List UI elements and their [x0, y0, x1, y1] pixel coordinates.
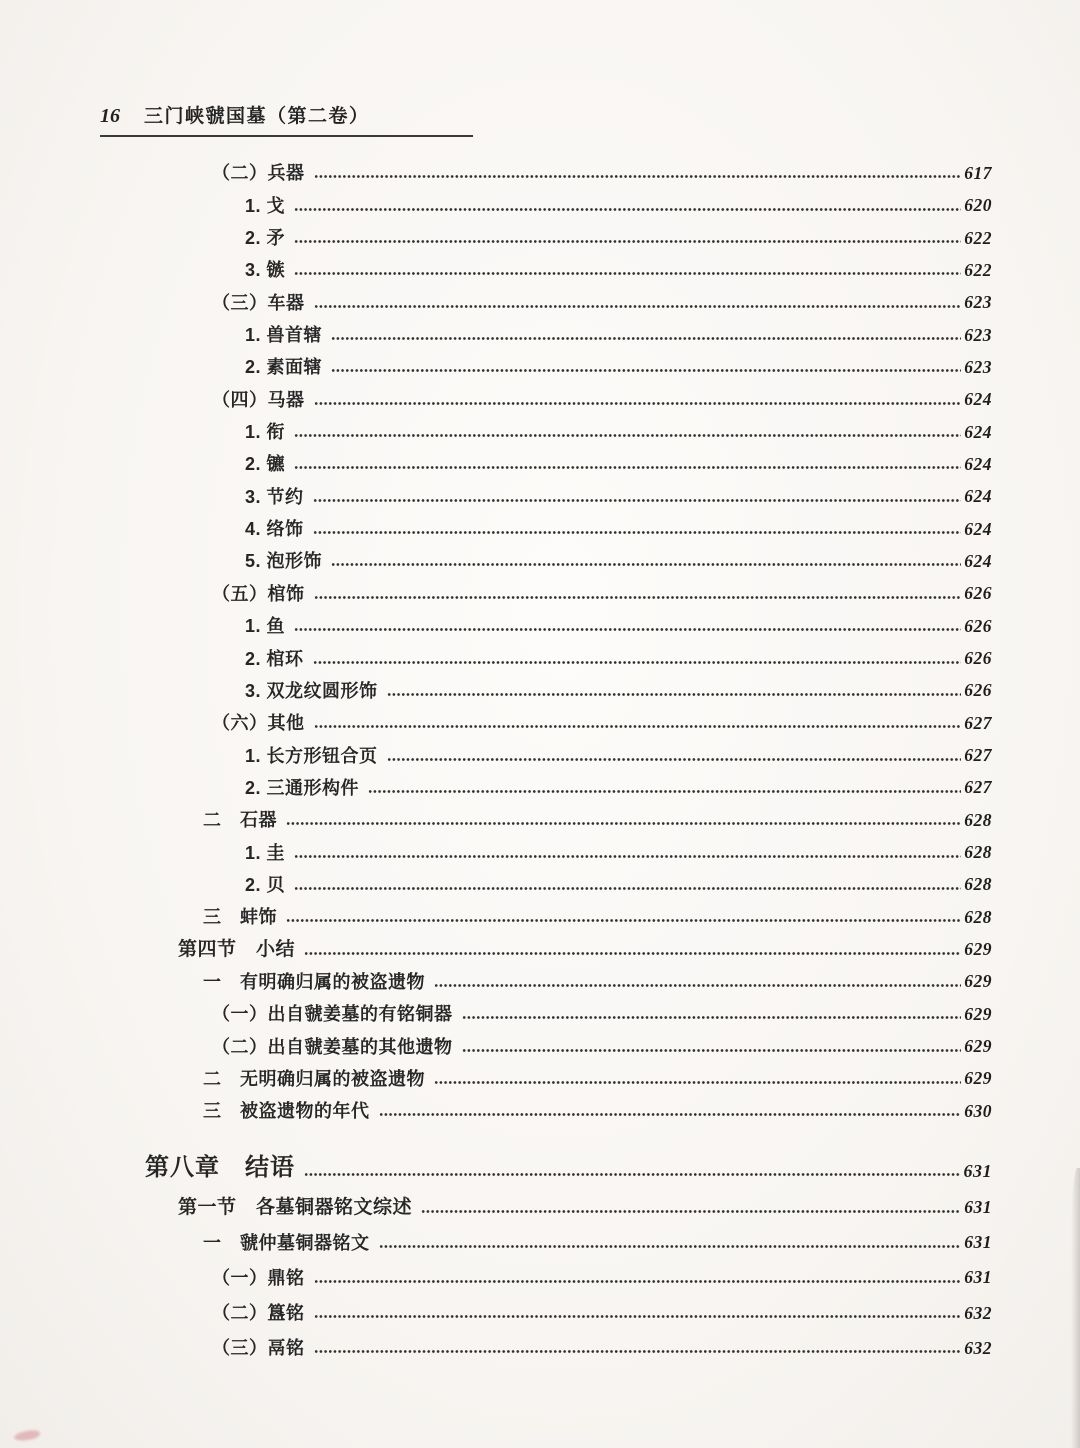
toc-entry-page: 628: [964, 809, 992, 830]
toc-entry: [0, 381, 1080, 413]
toc-entry-page: 624: [964, 389, 992, 410]
toc-entry: [0, 608, 1080, 640]
toc-entry-page: 628: [964, 874, 992, 895]
toc-list: [0, 155, 1080, 1362]
toc-entry: [0, 1292, 1080, 1327]
toc-entry-page: 627: [964, 745, 992, 766]
dot-leader: [313, 660, 962, 665]
toc-entry-label: 第八章 结语: [145, 1154, 295, 1182]
toc-entry-label: 二 石器: [203, 810, 277, 831]
toc-entry-page: 626: [964, 680, 992, 701]
toc-entry-page: 627: [964, 777, 992, 798]
toc-entry: [0, 446, 1080, 478]
toc-entry: [0, 1061, 1080, 1093]
toc-entry: [0, 996, 1080, 1028]
toc-entry-label: 2. 棺环: [245, 648, 304, 669]
toc-entry-page: 624: [964, 453, 992, 474]
dot-leader: [314, 595, 962, 600]
toc-entry-label: （二）簋铭: [212, 1303, 305, 1324]
toc-entry-page: 629: [964, 1003, 992, 1024]
toc-entry-page: 624: [964, 486, 992, 507]
dot-leader: [368, 789, 961, 794]
dot-leader: [314, 1314, 962, 1319]
dot-leader: [294, 271, 961, 276]
toc-entry-label: （一）鼎铭: [212, 1267, 305, 1288]
toc-entry-label: 1. 兽首辖: [245, 325, 323, 346]
toc-entry-page: 631: [964, 1267, 992, 1288]
dot-leader: [294, 886, 961, 891]
dot-leader: [331, 368, 961, 373]
toc-entry: [0, 1140, 1080, 1186]
toc-entry-page: 629: [964, 971, 992, 992]
dot-leader: [294, 627, 961, 632]
toc-entry-page: 622: [964, 259, 992, 280]
toc-entry-label: 4. 络饰: [245, 519, 304, 540]
toc-entry-label: （二）出自虢姜墓的其他遗物: [212, 1036, 453, 1057]
toc-entry: [0, 187, 1080, 219]
dot-leader: [294, 239, 961, 244]
dot-leader: [434, 983, 961, 988]
toc-entry: [0, 349, 1080, 381]
dot-leader: [294, 854, 961, 859]
toc-entry: [0, 802, 1080, 834]
toc-entry-page: 623: [964, 356, 992, 377]
dot-leader: [286, 821, 961, 826]
toc-entry-page: 632: [964, 1337, 992, 1358]
dot-leader: [387, 692, 962, 697]
dot-leader: [462, 1048, 962, 1053]
dot-leader: [314, 401, 962, 406]
dot-leader: [331, 562, 961, 567]
toc-entry-page: 626: [964, 648, 992, 668]
toc-entry-page: 624: [964, 421, 992, 442]
toc-entry-label: 5. 泡形饰: [245, 551, 323, 572]
toc-entry: [0, 575, 1080, 607]
toc-entry: [0, 1093, 1080, 1125]
toc-entry: [0, 511, 1080, 543]
dot-leader: [387, 757, 962, 762]
toc-entry: [0, 317, 1080, 349]
toc-entry: [0, 252, 1080, 284]
toc-entry-page: 629: [964, 1068, 992, 1089]
dot-leader: [379, 1244, 962, 1249]
toc-entry: [0, 834, 1080, 866]
toc-entry-label: 1. 衔: [245, 422, 286, 443]
toc-entry-label: （三）鬲铭: [212, 1338, 305, 1359]
toc-entry-page: 626: [964, 583, 992, 604]
toc-entry: [0, 155, 1080, 187]
dot-leader: [304, 951, 961, 956]
toc-entry: [0, 770, 1080, 802]
toc-entry: [0, 1028, 1080, 1060]
dot-leader: [331, 336, 961, 341]
toc-entry-page: 631: [964, 1197, 992, 1217]
toc-entry: [0, 964, 1080, 996]
toc-entry-label: 2. 三通形构件: [245, 777, 360, 798]
toc-entry-page: 628: [964, 842, 992, 863]
toc-entry-label: （五）棺饰: [212, 583, 305, 604]
toc-entry: [0, 673, 1080, 705]
toc-entry-page: 631: [964, 1232, 992, 1253]
toc-entry-page: 626: [964, 615, 992, 636]
toc-entry-page: 630: [964, 1100, 992, 1121]
toc-entry-label: 1. 圭: [245, 842, 286, 863]
toc-entry-label: 2. 贝: [245, 874, 286, 895]
toc-entry: [0, 640, 1080, 672]
toc-entry: [0, 867, 1080, 899]
dot-leader: [421, 1209, 961, 1214]
toc-entry-label: 二 无明确归属的被盗遗物: [203, 1068, 425, 1089]
dot-leader: [294, 465, 961, 470]
toc-entry: [0, 220, 1080, 252]
toc-entry-label: 1. 戈: [245, 195, 286, 216]
toc-entry-label: 一 有明确归属的被盗遗物: [203, 971, 425, 992]
toc-entry-label: （六）其他: [212, 713, 305, 734]
dot-leader: [314, 1349, 962, 1354]
toc-entry-label: 3. 镞: [245, 260, 286, 281]
dot-leader: [314, 304, 962, 309]
toc-entry: [0, 1327, 1080, 1362]
running-head-folio: 16: [100, 105, 120, 127]
toc-entry-page: 623: [964, 324, 992, 345]
toc-entry-label: 2. 镳: [245, 454, 286, 475]
toc-entry: [0, 1222, 1080, 1257]
toc-entry-label: 1. 鱼: [245, 616, 286, 637]
toc-entry-label: （四）马器: [212, 389, 305, 410]
toc-entry: [0, 737, 1080, 769]
toc-entry-page: 632: [964, 1302, 992, 1323]
toc-entry-page: 622: [964, 227, 992, 248]
toc-entry-page: 620: [964, 195, 992, 216]
scan-artifact-smudge: [14, 1429, 41, 1442]
toc-entry-page: 623: [964, 292, 992, 313]
dot-leader: [314, 1279, 962, 1284]
toc-entry-label: （二）兵器: [212, 163, 305, 184]
toc-entry-label: 第四节 小结: [178, 938, 296, 960]
toc-entry: [0, 705, 1080, 737]
toc-entry-page: 624: [964, 518, 992, 539]
toc-entry-label: （一）出自虢姜墓的有铭铜器: [212, 1004, 453, 1025]
toc-entry-page: 628: [964, 906, 992, 927]
toc-entry-label: 一 虢仲墓铜器铭文: [203, 1232, 370, 1253]
toc-entry-label: 3. 节约: [245, 486, 304, 507]
dot-leader: [286, 918, 961, 923]
running-head: [100, 101, 473, 137]
toc-entry-label: 三 蚌饰: [203, 907, 277, 928]
toc-entry: [0, 543, 1080, 575]
toc-entry-page: 624: [964, 550, 992, 571]
dot-leader: [294, 433, 961, 438]
dot-leader: [379, 1112, 962, 1117]
dot-leader: [304, 1172, 961, 1177]
toc-entry: [0, 899, 1080, 931]
toc-entry: [0, 1186, 1080, 1221]
dot-leader: [462, 1015, 962, 1020]
toc-entry: [0, 931, 1080, 963]
toc-entry-page: 631: [963, 1161, 992, 1182]
dot-leader: [313, 498, 962, 503]
toc-entry: [0, 284, 1080, 316]
dot-leader: [314, 724, 962, 729]
dot-leader: [313, 530, 962, 535]
toc-entry-label: 第一节 各墓铜器铭文综述: [178, 1196, 413, 1218]
scan-artifact-page-edge-shadow: [1071, 1168, 1080, 1448]
toc-entry: [0, 1257, 1080, 1292]
dot-leader: [314, 174, 962, 179]
toc-entry: [0, 414, 1080, 446]
toc-entry-page: 627: [964, 712, 992, 733]
toc-entry-label: 1. 长方形钮合页: [245, 745, 378, 766]
toc-entry-label: 2. 矛: [245, 228, 286, 249]
toc-entry-label: （三）车器: [212, 292, 305, 313]
dot-leader: [294, 207, 961, 212]
toc-entry-label: 2. 素面辖: [245, 357, 323, 378]
toc-entry-label: 3. 双龙纹圆形饰: [245, 680, 378, 701]
toc-entry-page: 629: [964, 1036, 992, 1057]
dot-leader: [434, 1080, 961, 1085]
toc-entry: [0, 478, 1080, 510]
toc-entry-label: 三 被盗遗物的年代: [203, 1101, 370, 1122]
toc-entry-page: 617: [964, 162, 992, 183]
running-head-book-title: 三门峡虢国墓（第二卷）: [144, 106, 370, 127]
toc-entry-page: 629: [964, 939, 992, 960]
